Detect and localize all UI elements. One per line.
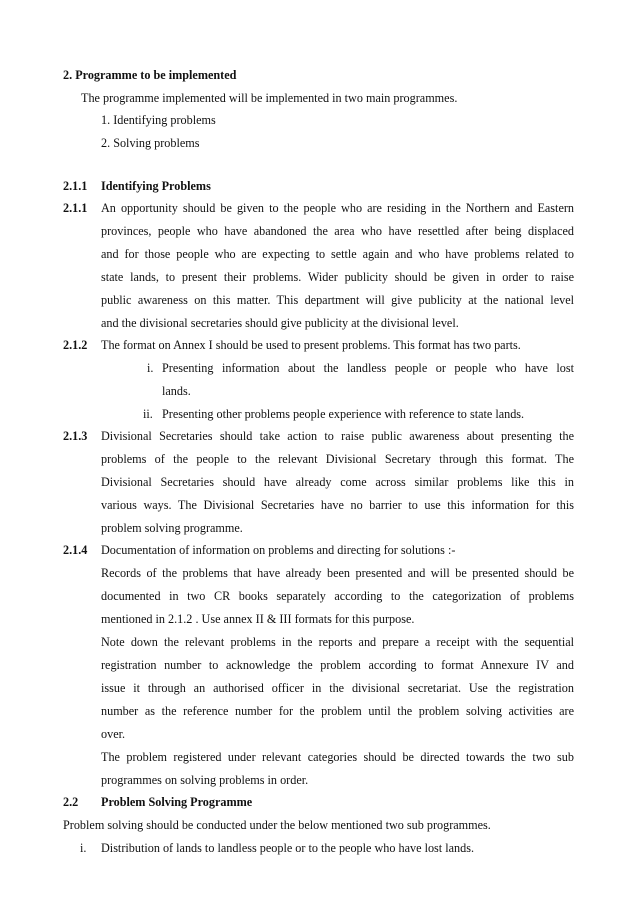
- section-2-2-item-number: i.: [80, 841, 87, 855]
- section-2-1-4-number: 2.1.4: [63, 543, 88, 557]
- section-2-1-3-line: various ways. The Divisional Secretaries have no barrier to use this information for this: [101, 498, 574, 512]
- section-2-2-title: Problem Solving Programme: [101, 795, 253, 809]
- section-2-1-2-intro: The format on Annex I should be used to present problems. This format has two parts.: [101, 338, 521, 352]
- section-2-1-4-line: Documentation of information on problems and directing for solutions :-: [101, 543, 456, 557]
- section-2-1-4-line: over.: [101, 727, 126, 741]
- section-2-1-2-item-text: lands.: [162, 384, 191, 398]
- section-2-1-2-item-text: Presenting other problems people experience with reference to state lands.: [162, 407, 525, 421]
- section-2-1-3-line: problem solving programme.: [101, 521, 243, 535]
- section-2-1-2-item-text: Presenting information about the landless people or people who have lost: [162, 361, 574, 375]
- section-2-item-2: 2. Solving problems: [101, 136, 200, 150]
- section-2-2-item-text: Distribution of lands to landless people or to the people who have lost lands.: [101, 841, 475, 855]
- section-2-1-3-number: 2.1.3: [63, 429, 88, 443]
- section-2-1-4-line: Records of the problems that have already been presented and will be presented should be: [101, 566, 574, 580]
- section-2-1-4-line: The problem registered under relevant categories should be directed towards the two sub: [101, 750, 574, 764]
- section-2-heading: 2. Programme to be implemented: [63, 68, 237, 82]
- section-2-1-3-line: Divisional Secretaries should take action to raise public awareness about presenting the: [101, 429, 574, 443]
- section-2-2-intro: Problem solving should be conducted under the below mentioned two sub programmes.: [63, 818, 491, 832]
- section-2-1-3-line: Divisional Secretaries should have already come across similar problems like this in: [101, 475, 574, 489]
- section-2-1-2-item-number: i.: [147, 361, 154, 375]
- section-2-1-4-line: number as the reference number for the problem until the problem solving activities are: [101, 704, 574, 718]
- section-2-1-1-line: public awareness on this matter. This department will give publicity at the national level: [101, 293, 574, 307]
- section-2-1-4-line: issue it through an authorised officer in the divisional secretariat. Use the registration: [101, 681, 574, 695]
- section-2-1-3-line: problems of the people to the relevant Divisional Secretary through this format. The: [101, 452, 574, 466]
- section-2-1-1-line: provinces, people who have abandoned the area who have resettled after being displaced: [101, 224, 574, 238]
- section-2-1-2-number: 2.1.2: [63, 338, 88, 352]
- section-2-1-4-line: Note down the relevant problems in the reports and prepare a receipt with the sequential: [101, 635, 574, 649]
- section-2-item-1: 1. Identifying problems: [101, 113, 216, 127]
- section-2-1-1-heading-number: 2.1.1: [63, 179, 88, 193]
- section-2-1-4-line: registration number to acknowledge the problem according to format Annexure IV and: [101, 658, 574, 672]
- section-2-1-1-heading-title: Identifying Problems: [101, 179, 211, 193]
- section-2-1-2-item-number: ii.: [143, 407, 153, 421]
- section-2-1-4-line: mentioned in 2.1.2 . Use annex II & III formats for this purpose.: [101, 612, 415, 626]
- section-2-1-1-line: and the divisional secretaries should give publicity at the divisional level.: [101, 316, 459, 330]
- section-2-1-1-line: An opportunity should be given to the people who are residing in the Northern and Eastern: [101, 201, 574, 215]
- section-2-1-4-line: documented in two CR books separately according to the categorization of problems: [101, 589, 574, 603]
- section-2-2-number: 2.2: [63, 795, 79, 809]
- section-2-1-1-line: state lands, to present their problems. Wider publicity should be given in order to raise: [101, 270, 574, 284]
- section-2-intro: The programme implemented will be implemented in two main programmes.: [81, 91, 458, 105]
- section-2-1-4-line: programmes on solving problems in order.: [101, 773, 309, 787]
- section-2-1-1-number: 2.1.1: [63, 201, 88, 215]
- section-2-1-1-line: and for those people who are expecting to settle again and who have problems related to: [101, 247, 574, 261]
